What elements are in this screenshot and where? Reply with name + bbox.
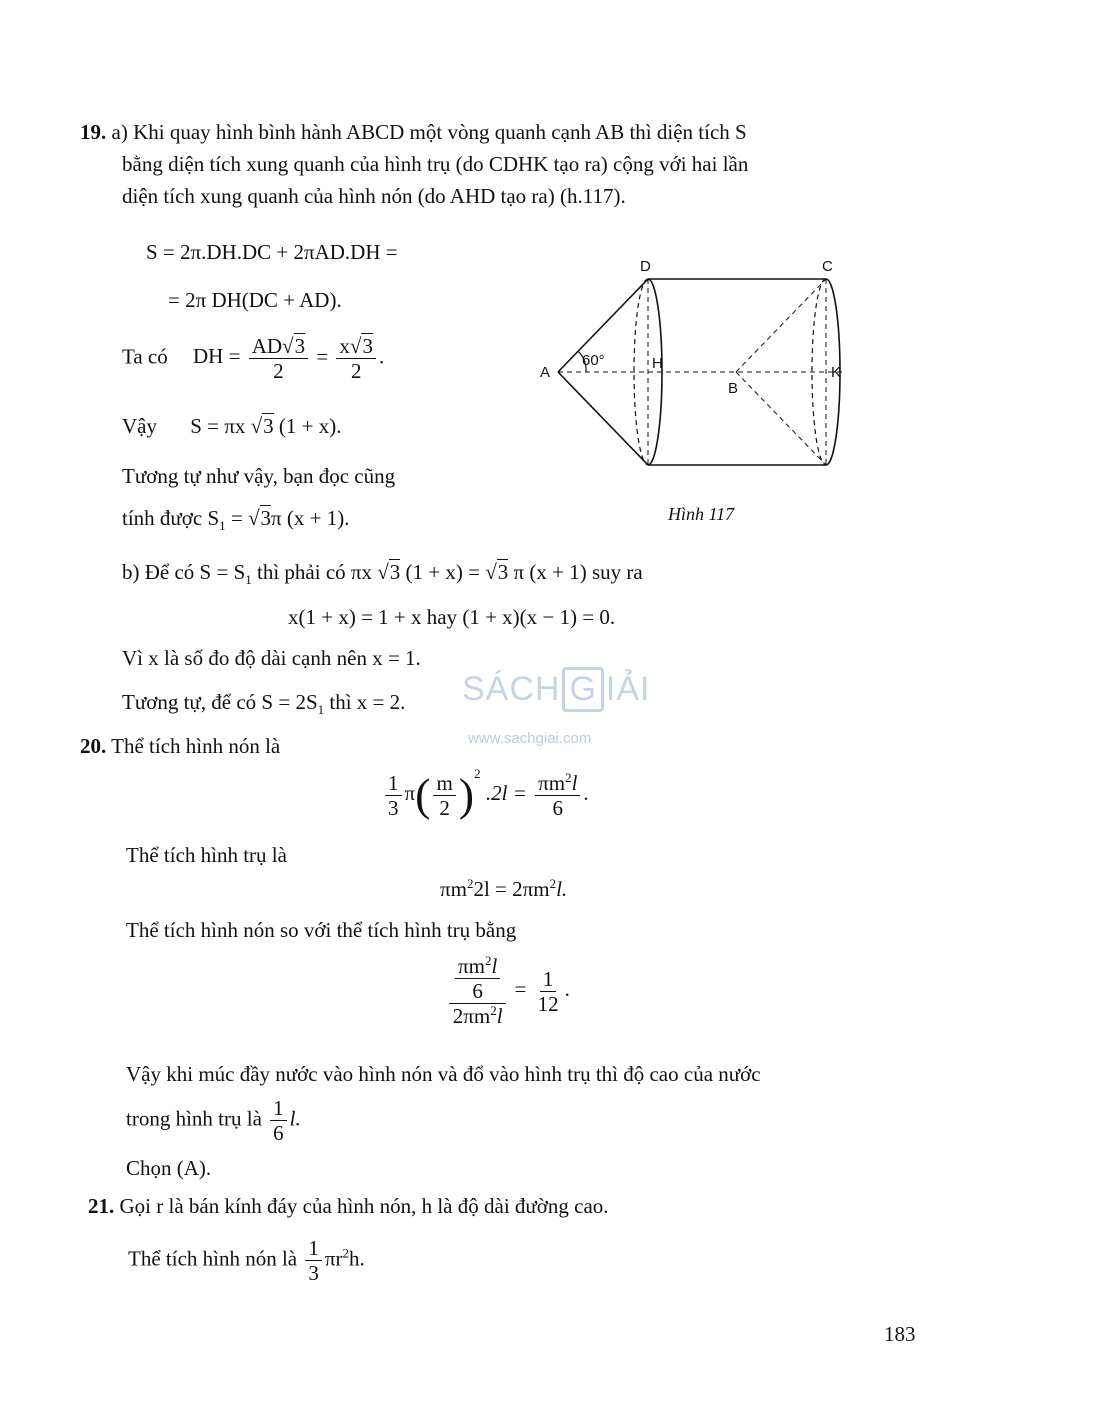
equation-s-result: Vậy S = πx √3 (1 + x). — [122, 414, 342, 438]
label-b: B — [728, 380, 739, 397]
label-d: D — [640, 258, 651, 275]
problem-21-line-2: Thể tích hình nón là $\frac{1}{3}$ $\pi r^2h$. — [128, 1236, 365, 1286]
compound-fraction: $\frac{\frac{\pi m^2l}{6}}{2\pi m^2l}$ — [449, 954, 506, 1028]
problem-number: 21. — [88, 1194, 115, 1218]
cylinder-volume-title: Thể tích hình trụ là — [126, 843, 287, 867]
label-k: K — [831, 364, 842, 381]
label-h: H — [652, 355, 663, 372]
equation-s: S = 2π.DH.DC + 2πAD.DH = — [146, 240, 398, 264]
label-c: C — [822, 258, 833, 275]
cone-volume-formula: $\frac{1}{3}$ π( $\frac{m}{2}$ )$^2$ .2l = $\frac{\pi m^2l}{6}$ . — [382, 766, 589, 820]
problem-number: 19. — [80, 120, 107, 144]
problem-number: 20. — [80, 734, 107, 758]
figure-caption: Hình 117 — [668, 504, 735, 524]
angle-label: 60° — [582, 352, 605, 369]
label-a: A — [540, 364, 551, 381]
problem-21-line-1 — [88, 1194, 609, 1219]
fraction: $\frac{AD√3}{2}$ — [249, 334, 308, 383]
ratio-formula: $\frac{\frac{\pi m^2l}{6}}{2\pi m^2l}$ = $\frac{1}{12}$ . — [446, 954, 570, 1028]
equation-x: x(1 + x) = 1 + x hay (1 + x)(x − 1) = 0. — [288, 605, 616, 629]
problem-20-line-1 — [80, 734, 280, 759]
equation-dh: Ta có DH = $\frac{AD√3}{2}$ = $\frac{x√3}{2}$ . — [122, 334, 385, 384]
choose-answer: Chọn (A). — [126, 1156, 212, 1180]
text: Thể tích hình nón là — [111, 734, 281, 758]
conclusion-line-2: trong hình trụ là $\frac{1}{6}$ l. — [126, 1096, 301, 1146]
watermark-logo: SÁCH G IẢI — [462, 667, 651, 712]
x-equals-2: Tương tự, để có $S = 2S_1$ thì x = 2. — [122, 690, 406, 718]
x-equals-1: Vì x là số đo độ dài cạnh nên x = 1. — [122, 646, 421, 670]
fraction: $\frac{x√3}{2}$ — [336, 334, 376, 383]
text: DH = — [193, 344, 241, 369]
problem-19-line-2: bằng diện tích xung quanh của hình trụ (do CDHK tạo ra) cộng với hai lần — [122, 152, 749, 176]
problem-19-line-3: diện tích xung quanh của hình nón (do AHD tạo ra) (h.117). — [122, 184, 626, 208]
ratio-title: Thể tích hình nón so với thể tích hình trụ bằng — [126, 918, 517, 942]
text: Gọi r là bán kính đáy của hình nón, h là độ dài đường cao. — [119, 1194, 609, 1218]
text: a) Khi quay hình bình hành ABCD một vòng quanh cạnh AB thì diện tích S — [111, 120, 747, 144]
equation-s-2: = 2π DH(DC + AD). — [168, 288, 342, 312]
cylinder-volume-formula: $\pi m^22l = 2\pi m^2l$. — [440, 876, 568, 901]
text: = — [316, 344, 329, 369]
part-b-line: b) Để có $S = S_1$ thì phải có πx √3 (1 + x) = √3 π (x + 1) suy ra — [122, 560, 643, 588]
s1-line: tính được $S_1 = √3\pi$ (x + 1). — [122, 506, 350, 534]
conclusion-line-1: Vậy khi múc đầy nước vào hình nón và đổ vào hình trụ thì độ cao của nước — [126, 1062, 761, 1086]
watermark-url: www.sachgiai.com — [468, 730, 592, 747]
similar-line: Tương tự như vậy, bạn đọc cũng — [122, 464, 396, 488]
text: Ta có — [122, 344, 168, 369]
problem-19-line-1 — [80, 120, 747, 145]
page-number: 183 — [884, 1322, 916, 1346]
figure-117 — [530, 255, 870, 480]
